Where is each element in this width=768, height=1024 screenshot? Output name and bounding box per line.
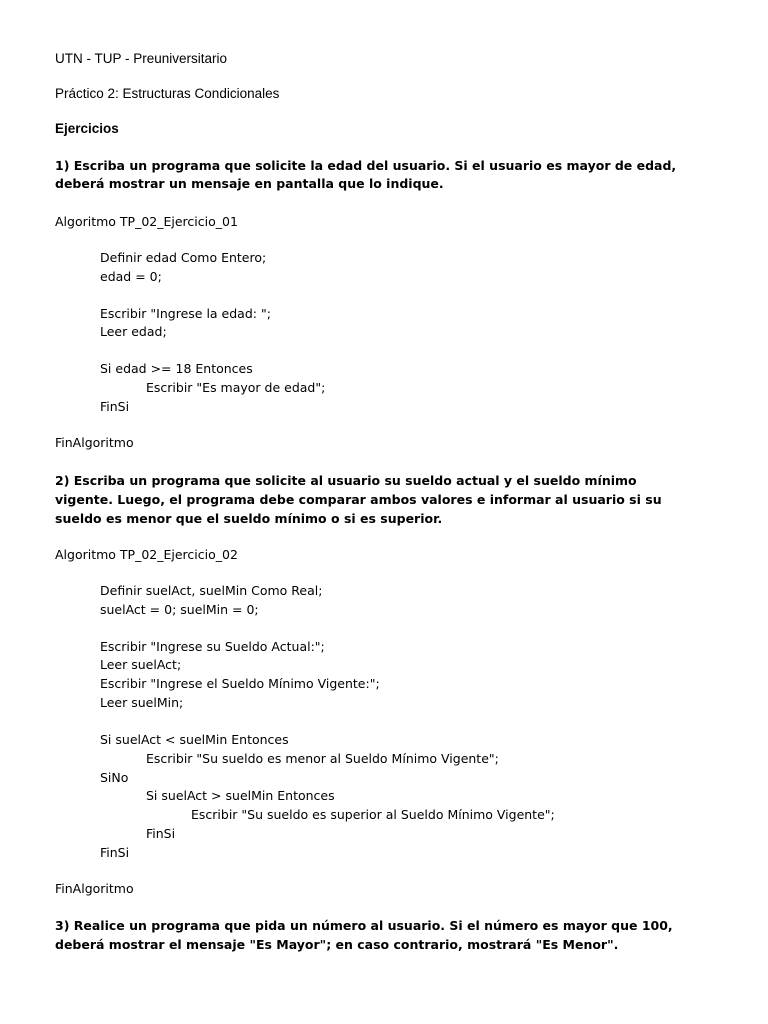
exercise-1-code-line: Escribir "Ingrese la edad: "; <box>100 306 271 321</box>
exercise-2-code-line: Leer suelAct; <box>100 657 182 672</box>
exercise-1-code-line: FinAlgoritmo <box>55 435 134 450</box>
exercise-2-code-line: Escribir "Su sueldo es menor al Sueldo Mínimo Vigente"; <box>146 751 499 766</box>
exercise-1-code-line: Definir edad Como Entero; <box>100 250 267 265</box>
exercise-2-code-line: SiNo <box>100 770 129 785</box>
exercise-1-code-line: Algoritmo TP_02_Ejercicio_01 <box>55 214 238 229</box>
exercise-2-code-line: Escribir "Ingrese el Sueldo Mínimo Vigente:"; <box>100 676 380 691</box>
exercise-1-code-line: edad = 0; <box>100 269 162 284</box>
exercise-2-code-line: Leer suelMin; <box>100 695 184 710</box>
exercise-2-prompt-line: sueldo es menor que el sueldo mínimo o si es superior. <box>55 511 443 526</box>
section-heading: Ejercicios <box>55 121 119 136</box>
exercise-1-code-line: Leer edad; <box>100 324 167 339</box>
exercise-2-code-line: Definir suelAct, suelMin Como Real; <box>100 583 323 598</box>
exercise-1-code-line: FinSi <box>100 399 130 414</box>
exercise-2-prompt-line: vigente. Luego, el programa debe comparar ambos valores e informar al usuario si su <box>55 492 662 507</box>
course-header: UTN - TUP - Preuniversitario <box>55 51 228 66</box>
exercise-1-prompt-line: deberá mostrar un mensaje en pantalla que lo indique. <box>55 176 444 191</box>
exercise-2-code-line: Si suelAct > suelMin Entonces <box>146 788 335 803</box>
exercise-2-code-line: Si suelAct < suelMin Entonces <box>100 732 289 747</box>
exercise-2-prompt-line: 2) Escriba un programa que solicite al usuario su sueldo actual y el sueldo mínimo <box>55 473 637 488</box>
exercise-2-code-line: suelAct = 0; suelMin = 0; <box>100 602 259 617</box>
practice-title: Práctico 2: Estructuras Condicionales <box>55 86 280 101</box>
exercise-3-prompt-line: 3) Realice un programa que pida un número al usuario. Si el número es mayor que 100, <box>55 918 673 933</box>
exercise-3-prompt-line: deberá mostrar el mensaje "Es Mayor"; en caso contrario, mostrará "Es Menor". <box>55 937 619 952</box>
exercise-2-code-line: FinSi <box>146 826 176 841</box>
exercise-2-code-line: Algoritmo TP_02_Ejercicio_02 <box>55 547 238 562</box>
exercise-2-code-line: Escribir "Su sueldo es superior al Sueldo Mínimo Vigente"; <box>191 807 555 822</box>
exercise-1-code-line: Escribir "Es mayor de edad"; <box>146 380 326 395</box>
exercise-1-prompt-line: 1) Escriba un programa que solicite la edad del usuario. Si el usuario es mayor de edad, <box>55 158 677 173</box>
exercise-2-code-line: FinSi <box>100 845 130 860</box>
exercise-2-code-line: Escribir "Ingrese su Sueldo Actual:"; <box>100 639 325 654</box>
exercise-2-code-line: FinAlgoritmo <box>55 881 134 896</box>
exercise-1-code-line: Si edad >= 18 Entonces <box>100 361 253 376</box>
